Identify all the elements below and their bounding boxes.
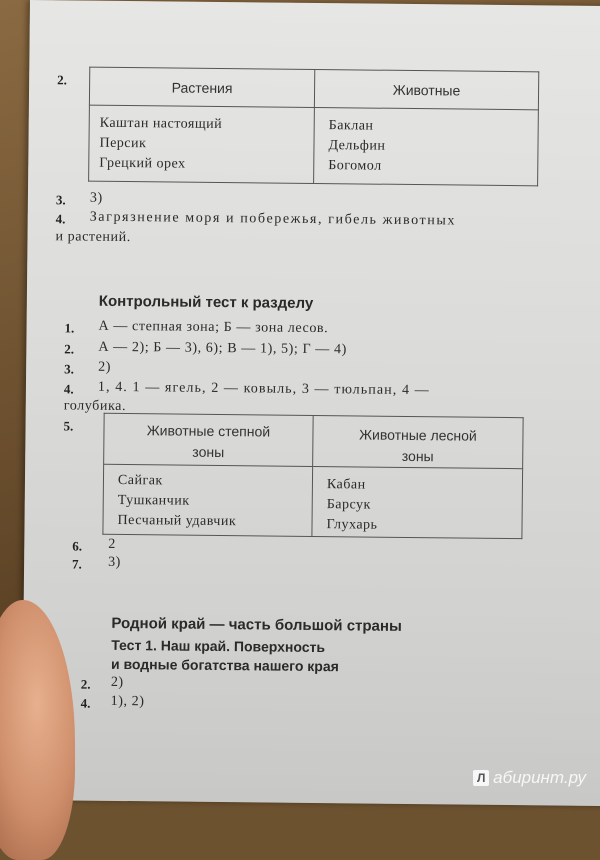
item-number: 7. xyxy=(72,556,82,572)
test-title: и водные богатства нашего края xyxy=(110,655,339,675)
answer-text: 2 xyxy=(108,536,116,552)
answer-text: 2) xyxy=(110,674,124,691)
animal-item: Дельфин xyxy=(328,138,386,154)
item-number: 3. xyxy=(55,192,66,208)
table-cell-forest xyxy=(312,466,523,538)
table-cell-plants xyxy=(89,105,315,183)
zones-animals-table xyxy=(102,413,523,539)
plant-item: Персик xyxy=(99,135,147,152)
answer-text: А — степная зона; Б — зона лесов. xyxy=(98,318,329,337)
item-number: 4. xyxy=(80,695,91,711)
answer-text: 2) xyxy=(98,359,112,375)
forest-animal: Глухарь xyxy=(326,517,378,533)
table-cell-steppe xyxy=(103,464,313,536)
answer-text: голубика. xyxy=(63,398,127,415)
table-header-plants: Растения xyxy=(89,67,314,107)
item-number: 5. xyxy=(63,418,74,434)
table-header-steppe: Животные степной зоны xyxy=(104,413,314,466)
labirint-logo-icon: Л xyxy=(473,770,489,786)
item-number: 2. xyxy=(57,72,67,88)
steppe-animal: Тушканчик xyxy=(117,492,190,509)
forest-animal: Барсук xyxy=(326,497,371,513)
item-number: 2. xyxy=(80,676,91,692)
item-number: 2. xyxy=(64,341,75,357)
forest-animal: Кабан xyxy=(326,477,366,493)
animal-item: Богомол xyxy=(328,158,382,174)
watermark-text: абиринт.ру xyxy=(493,768,586,787)
answer-text: 3) xyxy=(89,190,103,206)
item-number: 3. xyxy=(64,361,74,377)
plant-item: Грецкий орех xyxy=(99,155,186,172)
answer-text: и растений. xyxy=(55,229,131,246)
answer-text: 1, 4. 1 — ягель, 2 — ковыль, 3 — тюльпан, 4 — xyxy=(97,379,430,399)
section-title: Контрольный тест к разделу xyxy=(98,292,314,312)
plants-animals-table xyxy=(88,67,539,187)
answer-text: 1), 2) xyxy=(110,693,145,710)
item-number: 1. xyxy=(64,320,75,336)
table-header-forest: Животные лесной зоны xyxy=(313,415,524,468)
watermark xyxy=(473,768,586,788)
steppe-animal: Сайгак xyxy=(117,472,163,489)
answer-text: 3) xyxy=(108,554,122,570)
item-number: 4. xyxy=(63,381,74,397)
plant-item: Каштан настоящий xyxy=(99,115,223,133)
steppe-animal: Песчаный удавчик xyxy=(117,512,237,530)
animal-item: Баклан xyxy=(328,118,374,134)
answer-text: А — 2); Б — 3), 6); В — 1), 5); Г — 4) xyxy=(98,339,347,358)
section-title: Родной край — часть большой страны xyxy=(111,614,402,635)
test-title: Тест 1. Наш край. Поверхность xyxy=(111,636,326,656)
table-header-animals: Животные xyxy=(314,69,538,109)
table-cell-animals xyxy=(314,107,539,185)
book-page xyxy=(22,0,600,806)
item-number: 6. xyxy=(72,538,83,554)
answer-text: Загрязнение моря и побережья, гибель животных xyxy=(89,209,457,229)
item-number: 4. xyxy=(55,211,66,227)
